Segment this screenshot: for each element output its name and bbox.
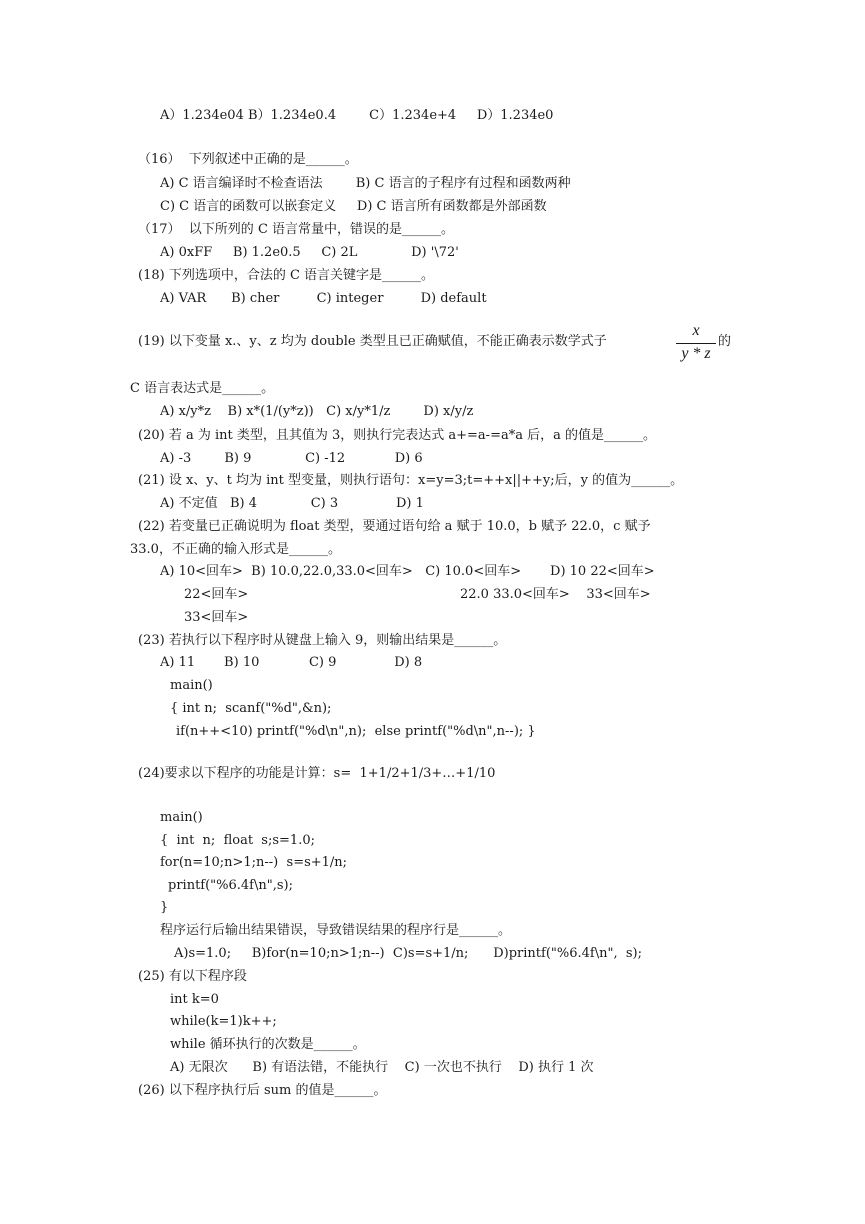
question-20: (20) 若 a 为 int 类型，且其值为 3，则执行完表达式 a+=a-=a*a 后，a 的值是______。 [138,428,656,443]
code-line: } [160,900,169,915]
option-line: A) 不定值 B) 4 C) 3 D) 1 [160,496,424,511]
question-21: (21) 设 x、y、t 均为 int 型变量，则执行语句：x=y=3;t=++x||++y;后，y 的值为______。 [138,473,684,488]
question-24: (24)要求以下程序的功能是计算：s= 1+1/2+1/3+…+1/10 [138,766,496,781]
option-line: A) 11 B) 10 C) 9 D) 8 [160,655,423,670]
question-26: (26) 以下程序执行后 sum 的值是______。 [138,1083,387,1098]
code-line: { int n; scanf("%d",&n); [170,701,332,716]
option-line: A) 0xFF B) 1.2e0.5 C) 2L D) '\72' [160,245,459,260]
code-line: if(n++<10) printf("%d\n",n); else printf("%d\n",n--); } [176,724,536,739]
question-23: (23) 若执行以下程序时从键盘上输入 9，则输出结果是______。 [138,633,507,648]
code-line: for(n=10;n>1;n--) s=s+1/n; [160,855,348,870]
question-19: (19) 以下变量 x.、y、z 均为 double 类型且已正确赋值，不能正确表示数学式子 [138,334,607,349]
option-line: A) -3 B) 9 C) -12 D) 6 [160,451,423,466]
code-line: main() [170,678,213,693]
code-line: main() [160,810,203,825]
code-line: { int n; float s;s=1.0; [160,833,315,848]
option-line-cont: 33<回车> [184,610,249,625]
fraction-denominator: y * z [681,345,711,362]
question-19-suffix: 的 [718,334,732,349]
question-24-prompt: 程序运行后输出结果错误，导致错误结果的程序行是______。 [160,923,512,938]
question-16: （16） 下列叙述中正确的是______。 [138,152,358,167]
fraction-numerator: x [692,322,700,339]
question-22: (22) 若变量已正确说明为 float 类型，要通过语句给 a 赋于 10.0，b 赋予 22.0，c 赋予 [138,519,651,534]
option-line: C) C 语言的函数可以嵌套定义 D) C 语言所有函数都是外部函数 [160,199,547,214]
option-line: A) 10<回车> B) 10.0,22.0,33.0<回车> C) 10.0<回车> D) 10 22<回车> [160,564,655,579]
code-line: while(k=1)k++; [170,1014,277,1029]
option-line: A) 无限次 B) 有语法错，不能执行 C) 一次也不执行 D) 执行 1 次 [170,1060,594,1075]
option-line: A) VAR B) cher C) integer D) default [160,291,487,306]
question-19-cont: C 语言表达式是______。 [130,381,275,396]
fraction-bar [676,343,716,344]
question-25-prompt: while 循环执行的次数是______。 [170,1037,366,1052]
question-18: (18) 下列选项中，合法的 C 语言关键字是______。 [138,268,435,283]
option-line: A）1.234e04 B）1.234e0.4 C）1.234e+4 D）1.234e0 [160,108,554,123]
code-line: printf("%6.4f\n",s); [168,878,293,893]
option-line: A) C 语言编译时不检查语法 B) C 语言的子程序有过程和函数两种 [160,176,571,191]
option-line-cont: 22<回车> [184,587,249,602]
option-line: A) x/y*z B) x*(1/(y*z)) C) x/y*1/z D) x/y/z [160,404,474,419]
question-22-cont: 33.0，不正确的输入形式是______。 [130,542,341,557]
question-17: （17） 以下所列的 C 语言常量中，错误的是______。 [138,222,455,237]
code-line: int k=0 [170,992,219,1007]
option-line: A)s=1.0; B)for(n=10;n>1;n--) C)s=s+1/n; D)printf("%6.4f\n", s); [174,946,642,961]
option-line-cont: 22.0 33.0<回车> 33<回车> [460,587,651,602]
question-25: (25) 有以下程序段 [138,969,247,984]
